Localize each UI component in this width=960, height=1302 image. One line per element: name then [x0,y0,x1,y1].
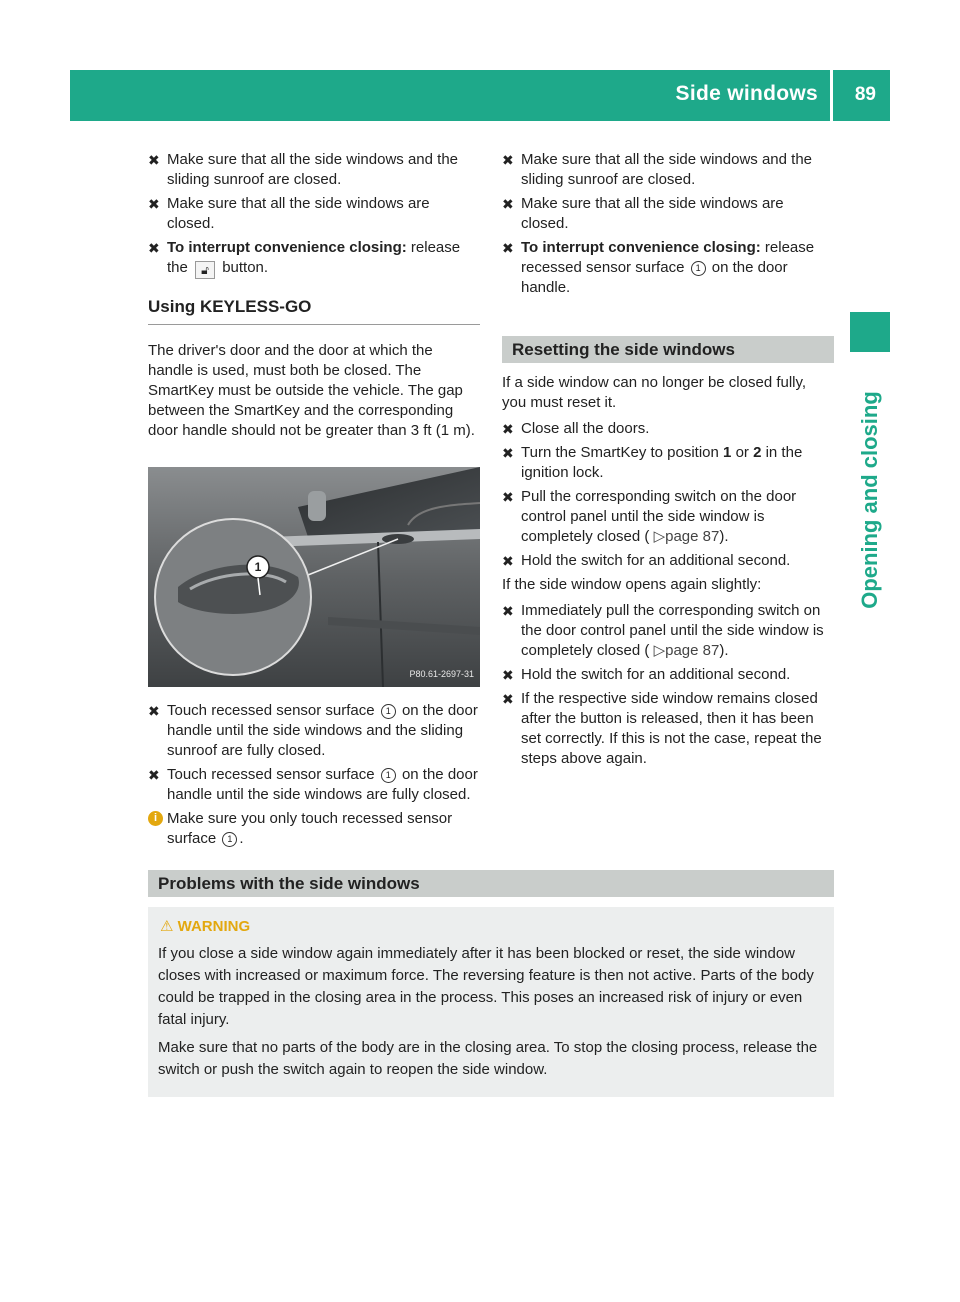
page-reference-link[interactable]: page 87 [665,528,720,545]
step-arrow-icon: ✖︎ [148,240,160,256]
door-handle-illustration [148,467,480,687]
list-item: ✖︎ To interrupt convenience closing: release recessed sensor surface 1 on the door handle. [502,239,815,296]
interrupt-label: To interrupt convenience closing: [167,239,411,256]
step-arrow-icon: ✖︎ [148,703,160,719]
list-item: ✖︎ Close all the doors. [502,420,650,437]
list-item: ✖︎ Pull the corresponding switch on the door control panel until the side window is completely closed ( ▷page 87). [502,488,797,545]
page-ref-arrow-icon: ▷ [653,528,666,545]
page-ref-arrow-icon: ▷ [653,642,666,659]
list-item: ✖︎ Immediately pull the corresponding switch on the door control panel until the side window is completely closed ( ▷page 87). [502,602,824,659]
step-arrow-icon: ✖︎ [502,445,514,461]
chapter-tab [850,312,890,352]
step-arrow-icon: ✖︎ [502,152,514,168]
warning-instruction: Make sure that no parts of the body are in the closing area. To stop the closing process, release the switch or push the switch again to reopen the side window. [158,1039,818,1078]
warning-text: If you close a side window again immediately after it has been blocked or reset, the side window closes with increased or maximum force. The reversing feature is then not active. Parts of the body could be trapped in the closing area in the process. This poses an increased risk of injury or even fatal injury. [158,945,814,1028]
step-arrow-icon: ✖︎ [502,421,514,437]
subheading: Using KEYLESS-GO [148,297,480,325]
car-door-image [148,467,480,687]
step-arrow-icon: ✖︎ [148,152,160,168]
lock-open-icon: 🔓︎ [195,261,215,279]
header-divider [830,70,833,121]
list-item: ✖︎ Make sure that all the side windows are closed. [148,195,430,232]
info-icon: i [148,811,163,826]
header-title: Side windows [675,82,818,105]
step-arrow-icon: ✖︎ [502,603,514,619]
step-arrow-icon: ✖︎ [502,691,514,707]
chapter-label: Opening and closing [857,391,882,609]
intro-paragraph: The driver's door and the door at which the handle is used, must both be closed. The SmartKey must be outside the vehicle. The gap between the SmartKey and the corresponding door handle should not be greater than 3 ft (1 m). [148,342,475,439]
list-item: ✖︎ Hold the switch for an additional second. [502,552,791,569]
problems-section-title: Problems with the side windows [148,870,834,897]
info-note: i Make sure you only touch recessed sensor surface 1 . [148,809,480,849]
page-header [70,70,890,121]
callout-badge: 1 [381,768,396,783]
callout-badge: 1 [381,704,396,719]
step-arrow-icon: ✖︎ [502,240,514,256]
step-arrow-icon: ✖︎ [148,767,160,783]
right-column [502,150,834,773]
problems-section [148,870,834,1097]
step-arrow-icon: ✖︎ [148,196,160,212]
figure-code: P80.61-2697-31 [409,669,474,679]
step-arrow-icon: ✖︎ [502,196,514,212]
reset-intro: If a side window can no longer be closed fully, you must reset it. [502,374,807,411]
reset-section-title: Resetting the side windows [502,336,834,363]
warning-box [148,907,834,1097]
warning-heading: ⚠︎ WARNING [160,918,251,935]
list-item: ✖︎ To interrupt convenience closing: release the 🔓︎ button. [148,239,461,277]
page-number: 89 [854,84,876,105]
list-item: ✖︎ Make sure that all the side windows and the sliding sunroof are closed. [502,151,812,188]
step-arrow-icon: ✖︎ [502,667,514,683]
callout-badge: 1 [691,261,706,276]
step-arrow-icon: ✖︎ [502,489,514,505]
list-item: ✖︎ If the respective side window remains closed after the button is released, then it has been set correctly. If this is not the case, repeat the steps above again. [502,690,822,767]
list-item: ✖︎ Make sure that all the side windows are closed. [502,195,784,232]
list-item: ✖︎ Hold the switch for an additional second. [502,666,791,683]
list-item: ✖︎ Touch recessed sensor surface 1 on the door handle until the side windows and the sliding sunroof are fully closed. [148,702,478,759]
callout-badge: 1 [222,832,237,847]
step-arrow-icon: ✖︎ [502,553,514,569]
list-item: ✖︎ Touch recessed sensor surface 1 on the door handle until the side windows are fully closed. [148,766,478,803]
left-column [148,150,480,853]
page-reference-link[interactable]: page 87 [665,642,720,659]
figure-callout: 1 [254,560,262,574]
interrupt-label: To interrupt convenience closing: [521,239,765,256]
list-item: ✖︎ Turn the SmartKey to position 1 or 2 in the ignition lock. [502,444,803,481]
list-item: ✖︎ Make sure that all the side windows and the sliding sunroof are closed. [148,151,458,188]
warning-triangle-icon: ⚠︎ [160,918,174,935]
condition-text: If the side window opens again slightly: [502,576,762,593]
